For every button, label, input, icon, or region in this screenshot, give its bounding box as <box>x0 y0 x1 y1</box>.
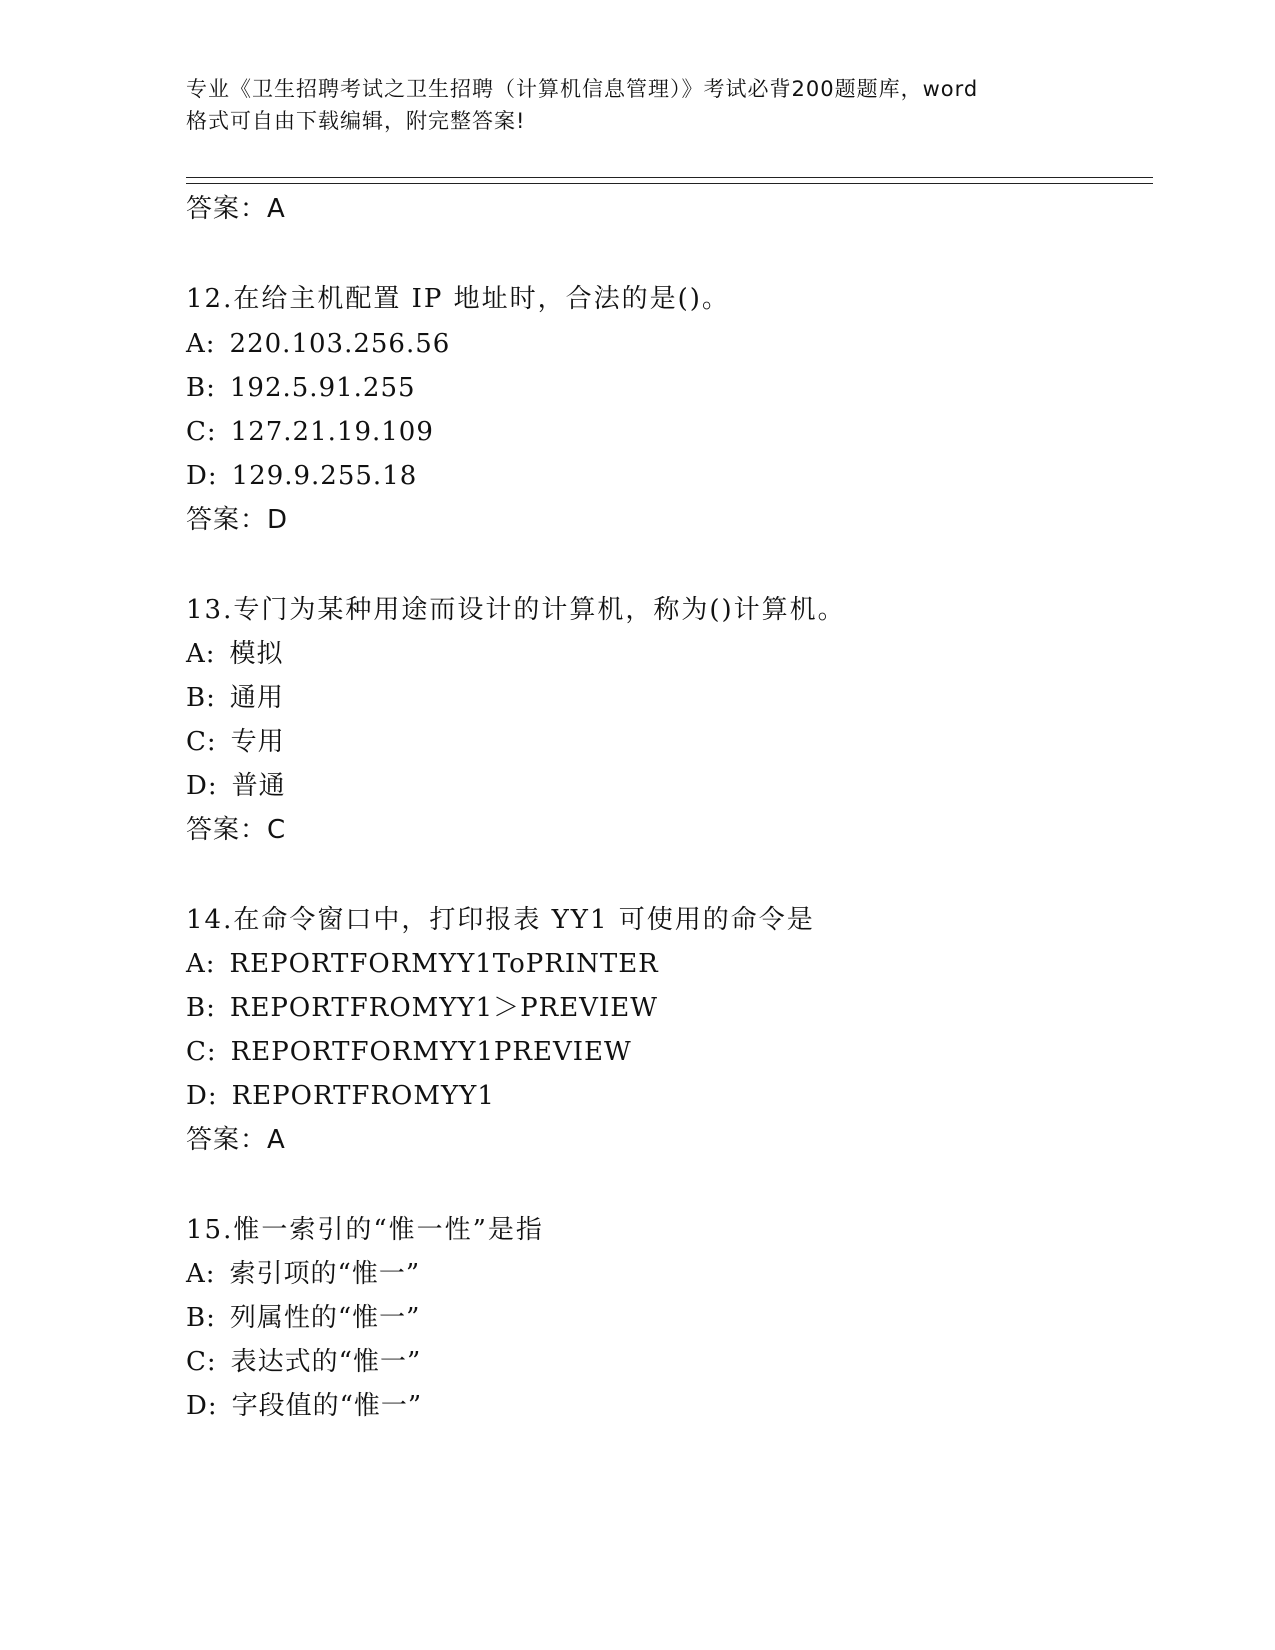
question-stem: 15.惟一索引的“惟一性”是指 <box>186 1215 544 1245</box>
option-text: 专用 <box>230 727 285 757</box>
option-label: C: <box>186 417 217 447</box>
question-stem: 14.在命令窗口中，打印报表 YY1 可使用的命令是 <box>186 905 815 935</box>
option-label: C: <box>186 1347 217 1377</box>
option-text: 通用 <box>229 683 284 713</box>
option-label: D: <box>186 1081 218 1111</box>
option-text: 192.5.91.255 <box>229 373 416 403</box>
option-text: REPORTFROMYY1 <box>231 1081 495 1111</box>
option-text: 字段值的“惟一” <box>231 1391 423 1421</box>
option-label: C: <box>186 1037 217 1067</box>
option-text: REPORTFROMYY1＞PREVIEW <box>229 993 658 1023</box>
option-text: 220.103.256.56 <box>229 329 451 359</box>
option-text: 127.21.19.109 <box>230 417 434 447</box>
option-text: 索引项的“惟一” <box>229 1259 421 1289</box>
question-stem: 13.专门为某种用途而设计的计算机，称为()计算机。 <box>186 595 846 625</box>
option-label: D: <box>186 1391 218 1421</box>
option-b <box>186 991 658 1025</box>
option-label: C: <box>186 727 217 757</box>
option-a <box>186 1257 420 1291</box>
option-c <box>186 1035 632 1069</box>
option-b <box>186 681 284 715</box>
header-divider-bottom <box>186 183 1153 184</box>
answer-line: 答案：A <box>186 1125 286 1155</box>
option-c <box>186 1345 421 1379</box>
option-text: REPORTFORMYY1ToPRINTER <box>229 949 659 979</box>
option-text: 129.9.255.18 <box>231 461 418 491</box>
option-text: 表达式的“惟一” <box>230 1347 422 1377</box>
header-divider-top <box>186 177 1153 178</box>
option-d <box>186 459 417 493</box>
option-label: B: <box>186 683 216 713</box>
answer-line: 答案：C <box>186 815 287 845</box>
option-c <box>186 725 285 759</box>
option-text: 模拟 <box>229 639 284 669</box>
option-b <box>186 371 416 405</box>
option-label: B: <box>186 373 216 403</box>
option-d <box>186 769 286 803</box>
option-d <box>186 1079 495 1113</box>
option-c <box>186 415 434 449</box>
question-stem: 12.在给主机配置 IP 地址时，合法的是()。 <box>186 284 730 314</box>
option-label: A: <box>186 329 216 359</box>
option-label: D: <box>186 771 218 801</box>
document-header <box>186 73 1086 137</box>
option-text: REPORTFORMYY1PREVIEW <box>230 1037 632 1067</box>
option-label: B: <box>186 993 216 1023</box>
option-label: D: <box>186 461 218 491</box>
option-text: 普通 <box>231 771 286 801</box>
option-a <box>186 947 659 981</box>
option-text: 列属性的“惟一” <box>229 1303 421 1333</box>
option-label: B: <box>186 1303 216 1333</box>
header-line-2: 格式可自由下载编辑，附完整答案! <box>186 109 526 133</box>
option-b <box>186 1301 420 1335</box>
option-d <box>186 1389 422 1423</box>
option-label: A: <box>186 1259 216 1289</box>
option-label: A: <box>186 639 216 669</box>
header-line-1: 专业《卫生招聘考试之卫生招聘（计算机信息管理）》考试必背200题题库，word <box>186 77 979 101</box>
answer-line: 答案：A <box>186 194 286 224</box>
answer-line: 答案：D <box>186 505 289 535</box>
option-a <box>186 327 450 361</box>
option-a <box>186 637 284 671</box>
option-label: A: <box>186 949 216 979</box>
